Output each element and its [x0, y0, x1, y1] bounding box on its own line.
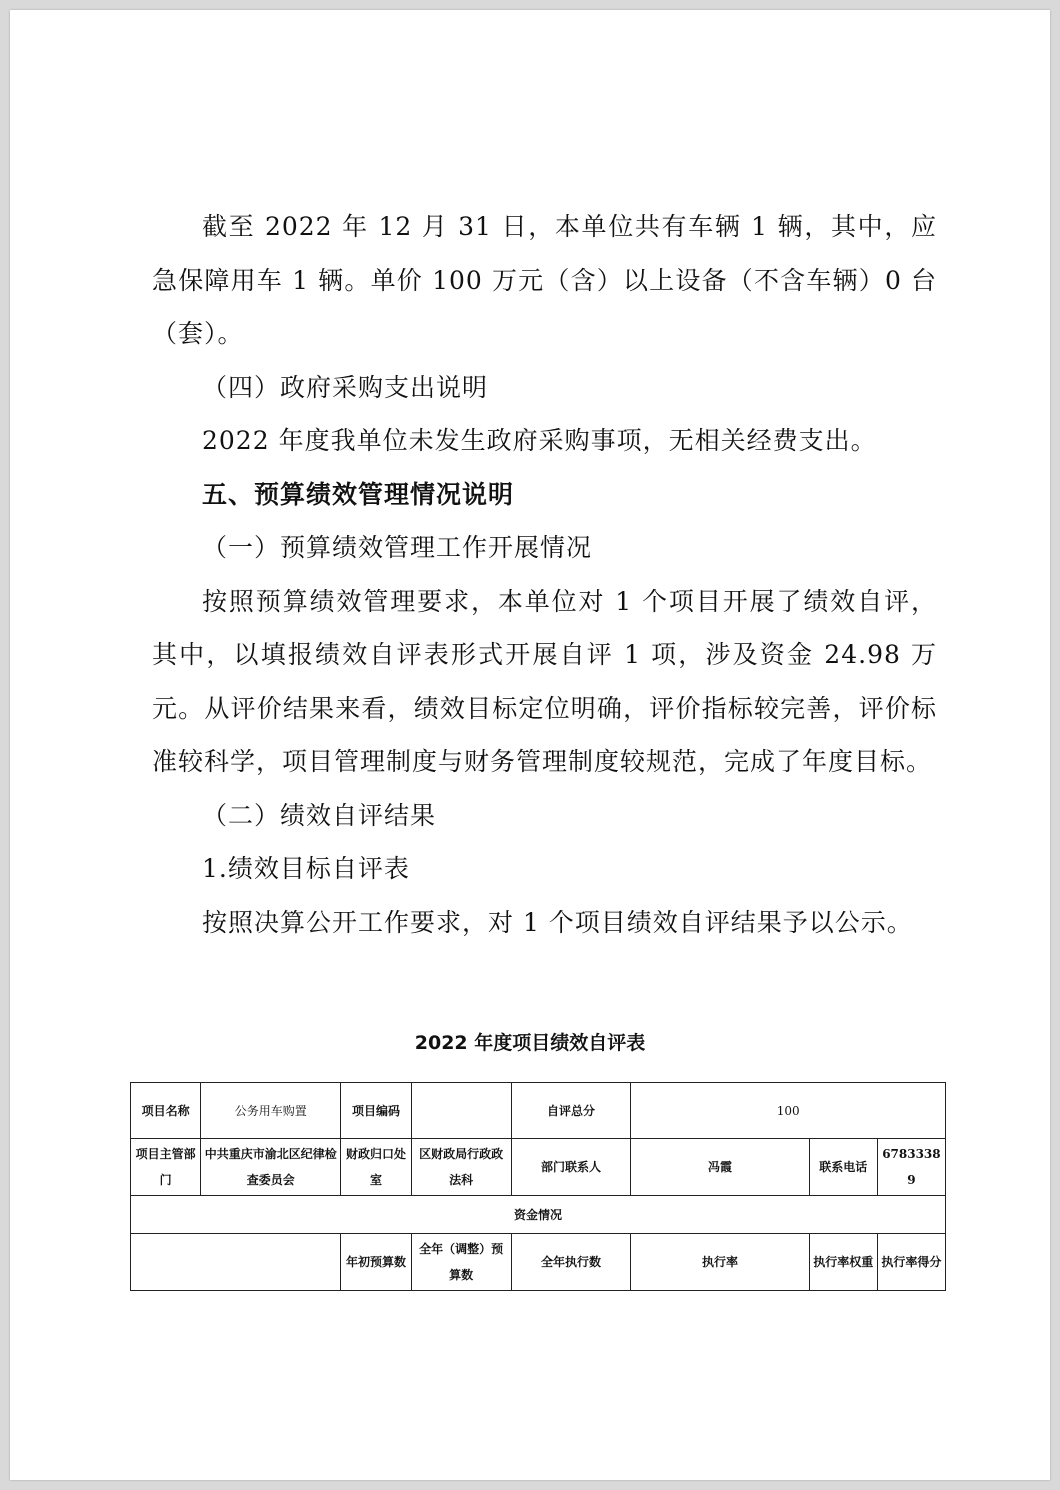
col-executed: 全年执行数 — [511, 1234, 631, 1291]
project-name-label: 项目名称 — [131, 1083, 201, 1139]
table-row — [131, 1234, 946, 1291]
section-five-heading: 五、预算绩效管理情况说明 — [202, 479, 515, 509]
phone-value: 67833389 — [877, 1139, 945, 1196]
publicity-paragraph: 按照决算公开工作要求，对 1 个项目绩效自评结果予以公示。 — [202, 907, 913, 937]
col-rate-score: 执行率得分 — [877, 1234, 945, 1291]
table-row — [131, 1083, 946, 1139]
col-exec-rate: 执行率 — [631, 1234, 809, 1291]
self-score-value: 100 — [631, 1083, 946, 1139]
project-code-value — [411, 1083, 511, 1139]
section-four-heading: （四）政府采购支出说明 — [202, 372, 489, 402]
procurement-paragraph: 2022 年度我单位未发生政府采购事项，无相关经费支出。 — [202, 426, 877, 455]
vehicle-paragraph: 截至 2022 年 12 月 31 日，本单位共有车辆 1 辆，其中，应急保障用车 1 辆。单价 100 万元（含）以上设备（不含车辆）0 台（套）。 — [152, 212, 937, 348]
col-initial-budget: 年初预算数 — [341, 1234, 411, 1291]
subsection-one-heading: （一）预算绩效管理工作开展情况 — [202, 533, 593, 562]
col-adjusted-budget: 全年（调整）预算数 — [411, 1234, 511, 1291]
finance-label: 财政归口处室 — [341, 1139, 411, 1196]
item-one-heading: 1.绩效目标自评表 — [202, 854, 410, 883]
table-row — [131, 1139, 946, 1196]
col-rate-weight: 执行率权重 — [809, 1234, 877, 1291]
phone-label: 联系电话 — [809, 1139, 877, 1196]
finance-value: 区财政局行政政法科 — [411, 1139, 511, 1196]
document-body — [152, 200, 937, 949]
document-page — [10, 10, 1050, 1480]
dept-label: 项目主管部门 — [131, 1139, 201, 1196]
performance-paragraph: 按照预算绩效管理要求，本单位对 1 个项目开展了绩效自评，其中，以填报绩效自评表形式开展自评 1 项，涉及资金 24.98 万元。从评价结果来看，绩效目标定位明确，评价指标较完善，评价标准较科学，项目管理制度与财务管理制度较规范，完成了年度目标。 — [152, 586, 937, 776]
table-row — [131, 1196, 946, 1234]
blank-header-cell — [131, 1234, 341, 1291]
contact-label: 部门联系人 — [511, 1139, 631, 1196]
project-code-label: 项目编码 — [341, 1083, 411, 1139]
dept-value: 中共重庆市渝北区纪律检查委员会 — [201, 1139, 341, 1196]
subsection-two-heading: （二）绩效自评结果 — [202, 800, 437, 830]
table-title: 2022 年度项目绩效自评表 — [414, 1032, 646, 1054]
performance-table — [130, 1082, 946, 1291]
contact-value: 冯霞 — [631, 1139, 809, 1196]
funds-label: 资金情况 — [131, 1196, 946, 1234]
project-name-value: 公务用车购置 — [201, 1083, 341, 1139]
self-score-label: 自评总分 — [511, 1083, 631, 1139]
